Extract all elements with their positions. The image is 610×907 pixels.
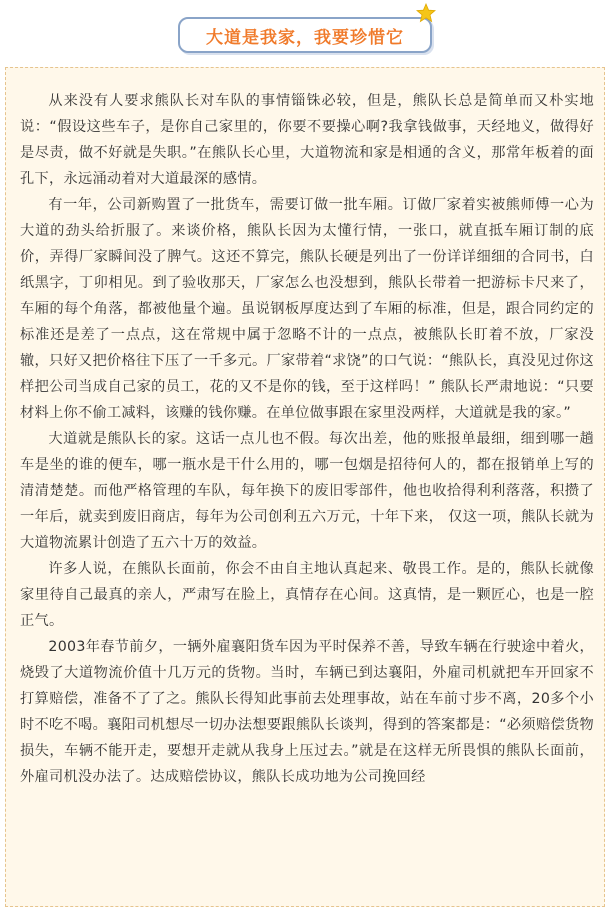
star-icon [416, 3, 436, 23]
article-paragraph-3: 大道就是熊队长的家。这话一点儿也不假。每次出差，他的账报单最细，细到哪一趟车是坐的谁的便车，哪一瓶水是干什么用的，哪一包烟是招待何人的，都在报销单上写的清清楚楚。而他严格管理的车队，每年换下的废旧零部件，他也收拾得利利落落，积攒了一年后，就卖到废旧商店，每年为公司创利五六万元，十年下来， 仅这一项，熊队长就为大道物流累计创造了五六十万的效益。 [20, 431, 594, 551]
article-paragraph-4: 许多人说，在熊队长面前，你会不由自主地认真起来、敬畏工作。是的，熊队长就像家里待自己最真的亲人，严肃写在脸上，真情存在心间。这真情，是一颗匠心，也是一腔正气。 [20, 561, 594, 629]
page-title: 大道是我家，我要珍惜它 [206, 27, 404, 48]
article-paragraph-1: 从来没有人要求熊队长对车队的事情锱铢必较，但是，熊队长总是简单而又朴实地说：“假设这些车子，是你自己家里的，你要不要操心啊?我拿钱做事，天经地义，做得好是尽责，做不好就是失职。”在熊队长心里，大道物流和家是相通的含义，那常年板着的面孔下，永远涌动着对大道最深的感情。 [20, 93, 594, 187]
article-card [5, 67, 605, 907]
article-paragraph-5: 2003年春节前夕，一辆外雇襄阳货车因为平时保养不善，导致车辆在行驶途中着火，烧毁了大道物流价值十几万元的货物。当时，车辆已到达襄阳，外雇司机就把车开回家不打算赔偿，准备不了了之。熊队长得知此事前去处理事故，站在车前寸步不离，20多个小时不吃不喝。襄阳司机想尽一切办法想要跟熊队长谈判，得到的答案都是：“必须赔偿货物损失，车辆不能开走，要想开走就从我身上压过去。”就是在这样无所畏惧的熊队长面前，外雇司机没办法了。达成赔偿协议，熊队长成功地为公司挽回经 [20, 639, 594, 785]
article-paragraph-2: 有一年，公司新购置了一批货车，需要订做一批车厢。订做厂家着实被熊师傅一心为大道的劲头给折服了。来谈价格，熊队长因为太懂行情，一张口，就直抵车厢订制的底价，弄得厂家瞬间没了脾气。这还不算完，熊队长硬是列出了一份详详细细的合同书，白纸黑字，丁卯相见。到了验收那天，厂家怎么也没想到，熊队长带着一把游标卡尺来了，车厢的每个角落，都被他量个遍。虽说钢板厚度达到了车厢的标准，但是，跟合同约定的标准还是差了一点点，这在常规中属于忽略不计的一点点，被熊队长盯着不放，厂家没辙，只好又把价格往下压了一千多元。厂家带着“求饶”的口气说：“熊队长，真没见过你这样把公司当成自己家的员工，花的又不是你的钱，至于这样吗！” 熊队长严肃地说：“只要材料上你不偷工减料，该赚的钱你赚。在单位做事跟在家里没两样，大道就是我的家。” [20, 197, 594, 421]
title-banner [178, 17, 432, 53]
